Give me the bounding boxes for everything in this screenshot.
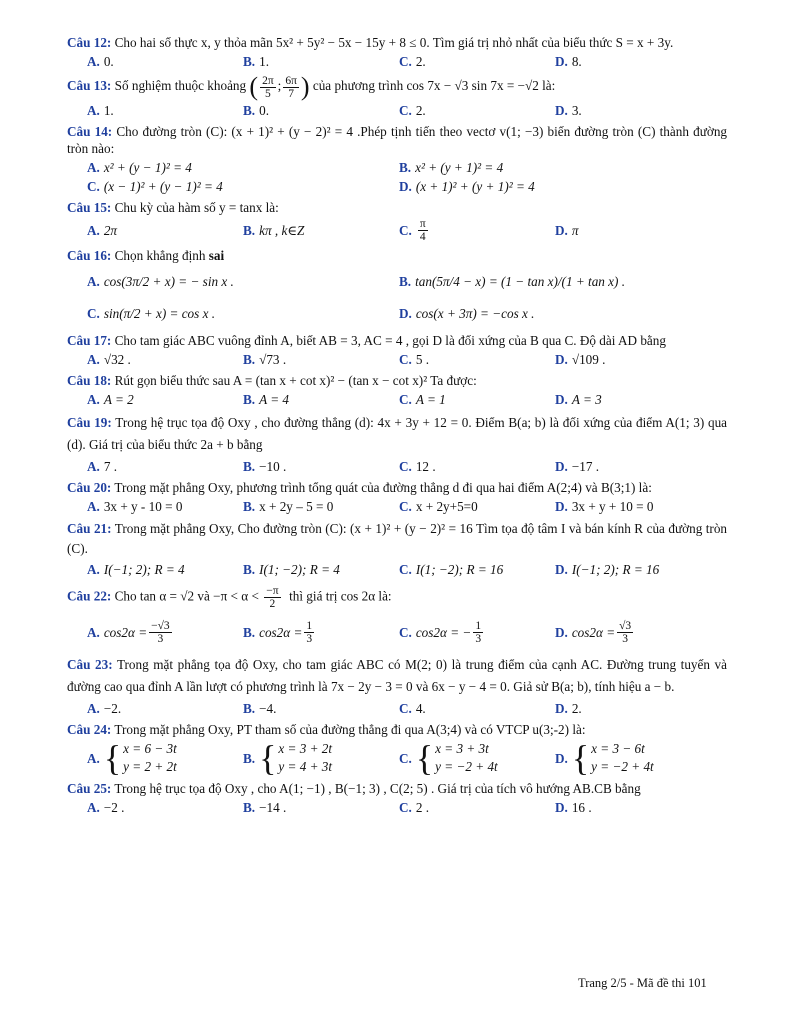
option-c: 2. (415, 54, 426, 69)
question-stem: Trong hệ trục tọa độ Oxy , cho A(1; −1) , B(−1; 3) , C(2; 5) . Giá trị của tích vô hướng AB.CB bằng (114, 781, 641, 796)
option-c: 12 . (415, 459, 436, 474)
option-a: −2 . (103, 800, 125, 815)
question-stem: Trong mặt phẳng Oxy, Cho đường tròn (C): (x + 1)² + (y − 2)² = 16 Tìm tọa độ tâm I và bán kính R của đường tròn (C). (67, 521, 728, 556)
option-a: √32 . (103, 352, 131, 367)
option-d: { x = 3 − 6t y = −2 + 4t (571, 738, 654, 778)
option-b: 1. (259, 54, 269, 69)
option-d: 16 . (571, 800, 592, 815)
question-17: Câu 17: Cho tam giác ABC vuông đỉnh A, biết AB = 3, AC = 4 , gọi D là đối xứng của B qua C. Độ dài AD bằng A. √32 . B. √73 . C. 5 . D. √109 . (67, 333, 666, 367)
question-16: Câu 16: Chọn khẳng định sai A. cos(3π/2 + x) = − sin x . B. tan(5π/4 − x) = (1 − tan x)/(1 + tan x) . C. sin(π/2 + x) = cos x . D. cos(x + 3π) = −cos x . (67, 248, 626, 321)
option-d: $\frac{√3}{3}$ (619, 619, 632, 645)
question-stem: Trong mặt phẳng Oxy, PT tham số của đường thẳng đi qua A(3;4) và có VTCP u(3;-2) là: (114, 722, 586, 737)
question-label: Câu 12: (67, 35, 112, 50)
question-label: Câu 14: (67, 124, 113, 139)
question-12: Câu 12: Cho hai số thực x, y thỏa mãn 5x² + 5y² − 5x − 15y + 8 ≤ 0. Tìm giá trị nhỏ nhất của biểu thức S = x + 3y. A. 0. B. 1. C. 2. D. 8. (67, 35, 674, 69)
option-a: I(−1; 2); R = 4 (103, 562, 185, 577)
option-a: −2. (103, 701, 122, 716)
option-b: −14 . (259, 800, 287, 815)
option-a: 1. (103, 103, 114, 118)
question-21: Câu 21: Trong mặt phẳng Oxy, Cho đường tròn (C): (x + 1)² + (y − 2)² = 16 Tìm tọa độ tâm I và bán kính R của đường tròn (C). A. I(−1; 2); R = 4 B. I(1; −2); R = 4 C. I(1; −2); R = 16 D. I(−1; 2); R = 16 (67, 521, 728, 577)
option-c: A = 1 (415, 392, 446, 407)
question-stem: Cho tam giác ABC vuông đỉnh A, biết AB = 3, AC = 4 , gọi D là đối xứng của B qua C. Độ dài AD bằng (114, 333, 666, 348)
question-stem: Chọn khẳng định (114, 248, 206, 263)
question-stem: Cho hai số thực x, y thỏa mãn 5x² + 5y² − 5x − 15y + 8 ≤ 0. Tìm giá trị nhỏ nhất của biểu thức S = x + 3y. (114, 35, 674, 50)
question-14: Câu 14: Cho đường tròn (C): (x + 1)² + (y − 2)² = 4 .Phép tịnh tiến theo vectơ v(1; −3) biến đường tròn (C) thành đường tròn nào: A. x² + (y − 1)² = 4 B. x² + (y + 1)² = 4 C. (x − 1)² + (y − 1)² = 4 D. (x + 1)² + (y + 1)² = 4 (67, 124, 728, 194)
question-stem: Chu kỳ của hàm số y = tanx là: (114, 200, 279, 215)
question-label: Câu 23: (67, 657, 113, 672)
option-c: 4. (415, 701, 426, 716)
option-d: −17 . (571, 459, 600, 474)
option-c: 2 . (415, 800, 430, 815)
question-stem-pre: Số nghiệm thuộc khoảng (114, 78, 247, 94)
question-13: Câu 13: Số nghiệm thuộc khoảng ( $\frac{2\pi}{5}$ ; $\frac{6\pi}{7}$ ) của phương trình cos 7x − √3 sin 7x = −√2 là: A. 1. B. 0. C. 2. D. 3. (67, 72, 582, 118)
question-22: Câu 22: Cho tan α = √2 và −π < α < $\frac{-\pi}{2}$ thì giá trị cos 2α là: A. cos2α = $\frac{-√3}{3}$ B. cos2α = $\frac{1}{3}$ C. cos2α = − $\frac{1}{3}$ D. cos2α = $\frac{√3}{3}$ (67, 584, 632, 645)
question-label: Câu 21: (67, 521, 112, 536)
question-18: Câu 18: Rút gọn biểu thức sau A = (tan x + cot x)² − (tan x − cot x)² Ta được: A. A = 2 B. A = 4 C. A = 1 D. A = 3 (67, 373, 602, 407)
option-b: tan(5π/4 − x) = (1 − tan x)/(1 + tan x) . (415, 273, 626, 289)
question-stem: Trong mặt phẳng Oxy, phương trình tổng quát của đường thẳng d đi qua hai điểm A(2;4) và B(3;1) là: (114, 480, 652, 495)
question-label: Câu 25: (67, 781, 112, 796)
question-label: Câu 17: (67, 333, 112, 348)
question-stem: Trong hệ trục tọa độ Oxy , cho đường thẳng (d): 4x + 3y + 12 = 0. Điểm B(a; b) là đối xứng của điểm A(1; 3) qua (d). Giá trị của biểu thức 2a + b bằng (67, 415, 728, 452)
option-b: kπ , k∈Z (259, 223, 305, 238)
option-a: 0. (103, 54, 114, 69)
question-keyword: sai (208, 248, 225, 263)
option-c: $\frac{\pi}{4}$ (419, 218, 426, 243)
option-d: A = 3 (571, 392, 602, 407)
option-c: sin(π/2 + x) = cos x . (103, 305, 216, 321)
question-label: Câu 16: (67, 248, 112, 263)
option-a: 2π (103, 223, 118, 238)
option-c: 2. (415, 103, 426, 118)
question-23: Câu 23: Trong mặt phẳng tọa độ Oxy, cho tam giác ABC có M(2; 0) là trung điểm của cạnh AC. Đường trung tuyến và đường cao qua đỉnh A lần lượt có phương trình là 7x − 2y − 3 = 0 và 6x − y − 4 = 0. Giả sử B(a; b), tính hiệu a − b. A. −2. B. −4. C. 4. D. 2. (67, 657, 727, 716)
option-b: A = 4 (259, 392, 289, 407)
option-a: cos(3π/2 + x) = − sin x . (103, 273, 234, 289)
question-15: Câu 15: Chu kỳ của hàm số y = tanx là: A. 2π B. kπ , k∈Z C. $\frac{\pi}{4}$ D. π (67, 200, 579, 243)
question-24: Câu 24: Trong mặt phẳng Oxy, PT tham số của đường thẳng đi qua A(3;4) và có VTCP u(3;-2) là: A. { x = 6 − 3t y = 2 + 2t B. { x = 3 + 2t y = 4 + 3t C. { x = 3 + 3t y = −2 + 4t D. { x = 3 − 6t y = −2 + 4t (67, 722, 654, 778)
question-label: Câu 15: (67, 200, 112, 215)
question-stem-post: thì giá trị cos 2α là: (289, 588, 392, 604)
option-d: 2. (571, 701, 582, 716)
option-d: 3. (571, 103, 582, 118)
option-b: x² + (y + 1)² = 4 (415, 160, 504, 175)
option-a: { x = 6 − 3t y = 2 + 2t (103, 738, 177, 778)
option-c: 5 . (415, 352, 430, 367)
option-b: −10 . (259, 459, 287, 474)
option-d: 8. (571, 54, 582, 69)
option-a: A = 2 (103, 392, 134, 407)
question-stem: Trong mặt phẳng tọa độ Oxy, cho tam giác ABC có M(2; 0) là trung điểm của cạnh AC. Đường trung tuyến và đường cao qua đỉnh A lần lượt có phương trình là 7x − 2y − 3 = 0 và 6x − y − 4 = 0. Giả sử B(a; b), tính hiệu a − b. (67, 657, 727, 694)
option-d: cos(x + 3π) = −cos x . (415, 305, 535, 321)
question-label: Câu 19: (67, 415, 112, 430)
option-d: π (571, 223, 579, 238)
question-label: Câu 18: (67, 373, 112, 388)
option-c: I(1; −2); R = 16 (415, 562, 504, 577)
option-d: (x + 1)² + (y + 1)² = 4 (415, 179, 535, 194)
page-footer: Trang 2/5 - Mã đề thi 101 (578, 976, 707, 990)
option-b: I(1; −2); R = 4 (259, 562, 340, 577)
option-a: x² + (y − 1)² = 4 (103, 160, 192, 175)
option-c: (x − 1)² + (y − 1)² = 4 (103, 179, 223, 194)
question-label: Câu 24: (67, 722, 112, 737)
option-b: $\frac{1}{3}$ (306, 619, 313, 645)
option-b: 0. (259, 103, 269, 118)
exam-page (67, 34, 727, 820)
option-a: $\frac{-√3}{3}$ (151, 619, 170, 645)
question-stem-post: của phương trình cos 7x − √3 sin 7x = −√2 là: (312, 78, 556, 94)
question-stem: Cho đường tròn (C): (x + 1)² + (y − 2)² = 4 .Phép tịnh tiến theo vectơ v(1; −3) biến đường tròn (C) thành đường tròn nào: (67, 124, 728, 156)
question-19: Câu 19: Trong hệ trục tọa độ Oxy , cho đường thẳng (d): 4x + 3y + 12 = 0. Điểm B(a; b) là đối xứng của điểm A(1; 3) qua (d). Giá trị của biểu thức 2a + b bằng A. 7 . B. −10 . C. 12 . D. −17 . (67, 415, 728, 474)
option-d: 3x + y + 10 = 0 (571, 499, 654, 514)
option-a: 7 . (103, 459, 118, 474)
question-label: Câu 13: (67, 78, 112, 94)
question-stem: Rút gọn biểu thức sau A = (tan x + cot x)² − (tan x − cot x)² Ta được: (114, 373, 477, 388)
option-c: x + 2y+5=0 (415, 499, 478, 514)
option-a: 3x + y - 10 = 0 (103, 499, 183, 514)
question-label: Câu 20: (67, 480, 112, 495)
option-b: x + 2y – 5 = 0 (259, 499, 334, 514)
question-stem-pre: Cho tan α = √2 và −π < α < (114, 588, 259, 604)
option-b: { x = 3 + 2t y = 4 + 3t (259, 738, 333, 778)
option-b: −4. (259, 701, 277, 716)
question-25: Câu 25: Trong hệ trục tọa độ Oxy , cho A(1; −1) , B(−1; 3) , C(2; 5) . Giá trị của tích vô hướng AB.CB bằng A. −2 . B. −14 . C. 2 . D. 16 . (67, 781, 641, 815)
option-b: √73 . (259, 352, 287, 367)
question-label: Câu 22: (67, 588, 112, 604)
option-c: $\frac{1}{3}$ (475, 619, 482, 645)
option-d: I(−1; 2); R = 16 (571, 562, 660, 577)
option-d: √109 . (571, 352, 606, 367)
option-c: { x = 3 + 3t y = −2 + 4t (415, 738, 498, 778)
question-20: Câu 20: Trong mặt phẳng Oxy, phương trình tổng quát của đường thẳng d đi qua hai điểm A(2;4) và B(3;1) là: A. 3x + y - 10 = 0 B. x + 2y – 5 = 0 C. x + 2y+5=0 D. 3x + y + 10 = 0 (67, 480, 654, 514)
